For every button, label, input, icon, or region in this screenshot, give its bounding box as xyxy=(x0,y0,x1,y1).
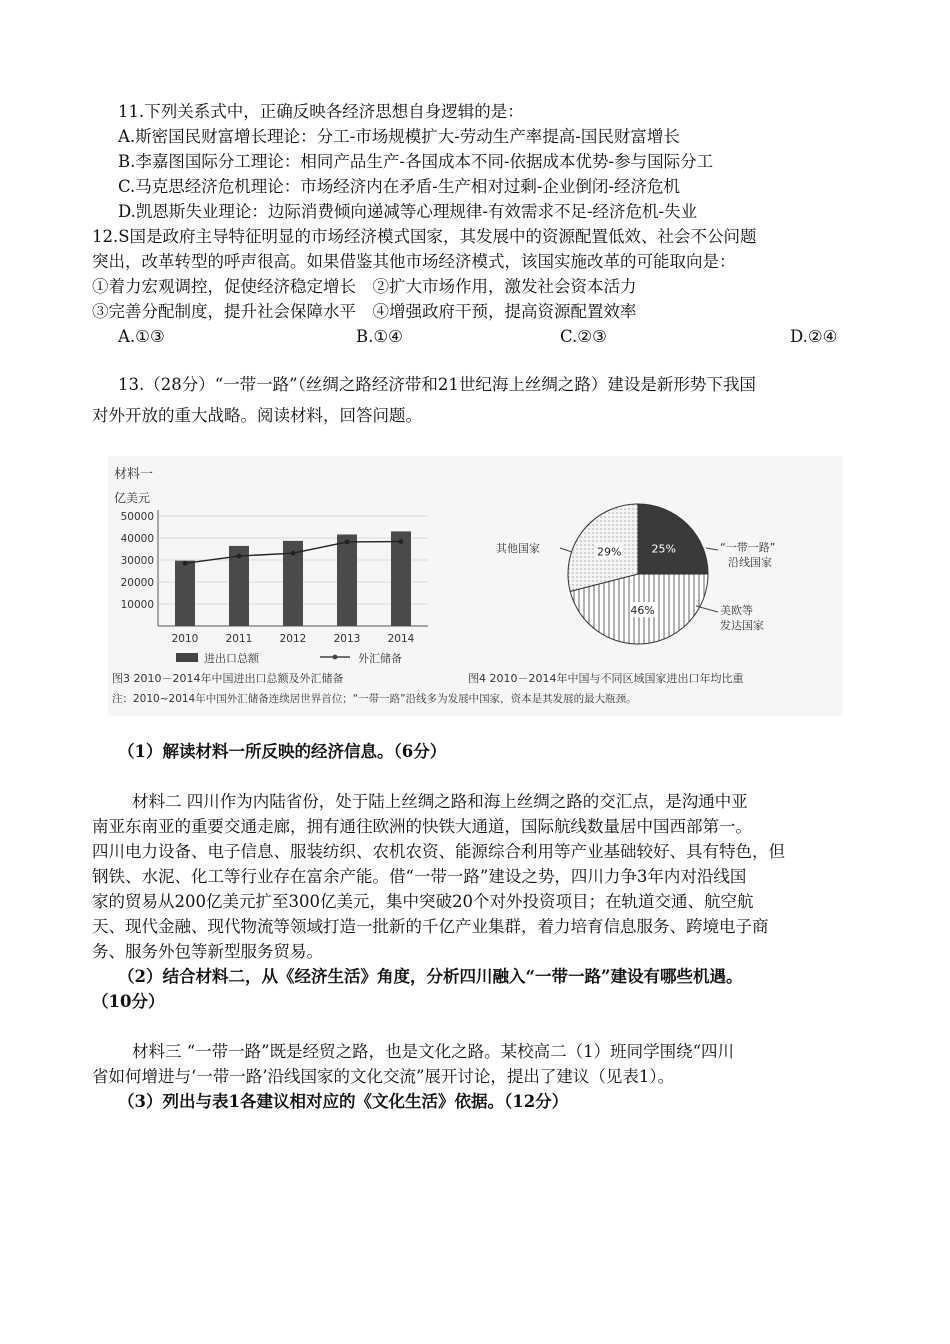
pie-percent-label: 25% xyxy=(651,542,676,556)
bar-chart-ytick-label: 20000 xyxy=(120,577,154,589)
bar-chart-ytick-label: 30000 xyxy=(120,555,154,567)
legend-bar-swatch xyxy=(176,653,198,662)
pie-percent-label: 29% xyxy=(597,545,622,559)
material2-line4: 钢铁、水泥、化工等行业存在富余产能。借“一带一路”建设之势，四川力争3年内对沿线国 xyxy=(92,867,747,886)
q11-option-b: B.李嘉图国际分工理论：相同产品生产-各国成本不同-依据成本优势-参与国际分工 xyxy=(118,152,714,171)
q13-sub3: （3）列出与表1各建议相对应的《文化生活》依据。（12分） xyxy=(118,1092,569,1111)
reserve-point xyxy=(291,551,296,556)
bar-chart-ylabel: 亿美元 xyxy=(114,491,151,505)
q12-choice-a: A.①③ xyxy=(118,327,165,346)
q13-sub1: （1）解读材料一所反映的经济信息。（6分） xyxy=(118,742,447,761)
material3-line2: 省如何增进与‘一带一路’沿线国家的文化交流”展开讨论，提出了建议（见表1）。 xyxy=(92,1067,675,1086)
q12-items-line1: ①着力宏观调控，促使经济稳定增长 ②扩大市场作用，激发社会资本活力 xyxy=(92,277,637,296)
q13-sub2-line1: （2）结合材料二，从《经济生活》角度，分析四川融入“一带一路”建设有哪些机遇。 xyxy=(118,967,743,986)
legend-line-marker xyxy=(333,655,338,660)
q12-items-line2: ③完善分配制度，提升社会保障水平 ④增强政府干预，提高资源配置效率 xyxy=(92,302,637,321)
q11-option-a: A.斯密国民财富增长理论：分工-市场规模扩大-劳动生产率提高-国民财富增长 xyxy=(118,127,680,146)
q11-option-d: D.凯恩斯失业理论：边际消费倾向递减等心理规律-有效需求不足-经济危机-失业 xyxy=(118,202,698,221)
pie-label-developed-1: 美欧等 xyxy=(720,604,753,617)
bar-chart-title: 图3 2010－2014年中国进出口总额及外汇储备 xyxy=(112,672,344,685)
pie-chart-title: 图4 2010－2014年中国与不同区域国家进出口年均比重 xyxy=(468,672,744,685)
bar-chart-xtick-label: 2010 xyxy=(171,633,199,645)
bar-chart-axes xyxy=(121,510,428,645)
reserve-point xyxy=(345,540,350,545)
figure-note: 注：2010~2014年中国外汇储备连续居世界首位；“一带一路”沿线多为发展中国家，资本是其发展的最大瓶颈。 xyxy=(112,693,637,705)
bar-chart-bars xyxy=(175,531,411,626)
pie-percent-label: 46% xyxy=(630,604,655,618)
material2-line1: 材料二 四川作为内陆省份，处于陆上丝绸之路和海上丝绸之路的交汇点，是沟通中亚 xyxy=(132,792,748,811)
pie-label-beltroad-2: 沿线国家 xyxy=(728,556,772,569)
q11-option-c: C.马克思经济危机理论：市场经济内在矛盾-生产相对过剩-企业倒闭-经济危机 xyxy=(118,177,681,196)
bar-chart-xtick-label: 2012 xyxy=(279,633,307,645)
q12-stem-line2: 突出，改革转型的呼声很高。如果借鉴其他市场经济模式，该国实施改革的可能取向是： xyxy=(92,252,736,271)
material-1-figure-svg xyxy=(108,456,843,716)
material-1-figure xyxy=(108,456,843,716)
pie-label-developed-2: 发达国家 xyxy=(720,619,764,632)
pie-leader-beltroad xyxy=(706,548,718,550)
q12-stem-line1: 12.S国是政府主导特征明显的市场经济模式国家，其发展中的资源配置低效、社会不公问题 xyxy=(92,227,757,246)
legend-bar-label: 进出口总额 xyxy=(204,652,259,665)
pie-leader-other xyxy=(560,548,572,552)
bar-chart-xtick-label: 2011 xyxy=(225,633,253,645)
material2-line5: 家的贸易从200亿美元扩至300亿美元，集中突破20个对外投资项目；在轨道交通、航空航 xyxy=(92,892,754,911)
pie-label-other: 其他国家 xyxy=(496,542,540,555)
material3-line1: 材料三 “一带一路”既是经贸之路，也是文化之路。某校高二（1）班同学围绕“四川 xyxy=(132,1042,735,1061)
q13-sub2-line2: （10分） xyxy=(92,992,165,1011)
pie-label-beltroad-1: “一带一路” xyxy=(720,541,776,554)
q11-stem: 11.下列关系式中，正确反映各经济思想自身逻辑的是： xyxy=(118,102,524,121)
reserve-point xyxy=(237,554,242,559)
pie-slice-belt-road xyxy=(638,504,708,574)
bar-chart-ytick-label: 50000 xyxy=(120,511,154,523)
material2-line2: 南亚东南亚的重要交通走廊，拥有通往欧洲的快铁大通道，国际航线数量居中国西部第一。 xyxy=(92,817,752,836)
q12-choice-b: B.①④ xyxy=(356,327,403,346)
material2-line6: 天、现代金融、现代物流等领域打造一批新的千亿产业集群，着力培育信息服务、跨境电子商 xyxy=(92,917,769,936)
bar xyxy=(175,561,195,626)
legend-line-label: 外汇储备 xyxy=(358,652,402,665)
bar-chart-ytick-label: 40000 xyxy=(120,533,154,545)
reserve-point xyxy=(183,561,188,566)
q13-intro-line2: 对外开放的重大战略。阅读材料，回答问题。 xyxy=(92,406,422,425)
bar-chart-xtick-label: 2013 xyxy=(333,633,361,645)
bar-chart-xtick-label: 2014 xyxy=(387,633,415,645)
reserve-point xyxy=(399,539,404,544)
material-1-label: 材料一 xyxy=(114,467,154,482)
bar xyxy=(337,534,357,626)
q12-choice-d: D.②④ xyxy=(790,327,838,346)
q12-choice-c: C.②③ xyxy=(560,327,607,346)
q13-intro-line1: 13.（28分）“一带一路”（丝绸之路经济带和21世纪海上丝绸之路）建设是新形势下我国 xyxy=(118,375,756,394)
bar xyxy=(391,531,411,626)
pie-chart xyxy=(568,504,708,644)
material2-line7: 务、服务外包等新型服务贸易。 xyxy=(92,942,323,961)
material2-line3: 四川电力设备、电子信息、服装纺织、农机农资、能源综合利用等产业基础较好、具有特色，但 xyxy=(92,842,785,861)
bar-chart-ytick-label: 10000 xyxy=(120,599,154,611)
